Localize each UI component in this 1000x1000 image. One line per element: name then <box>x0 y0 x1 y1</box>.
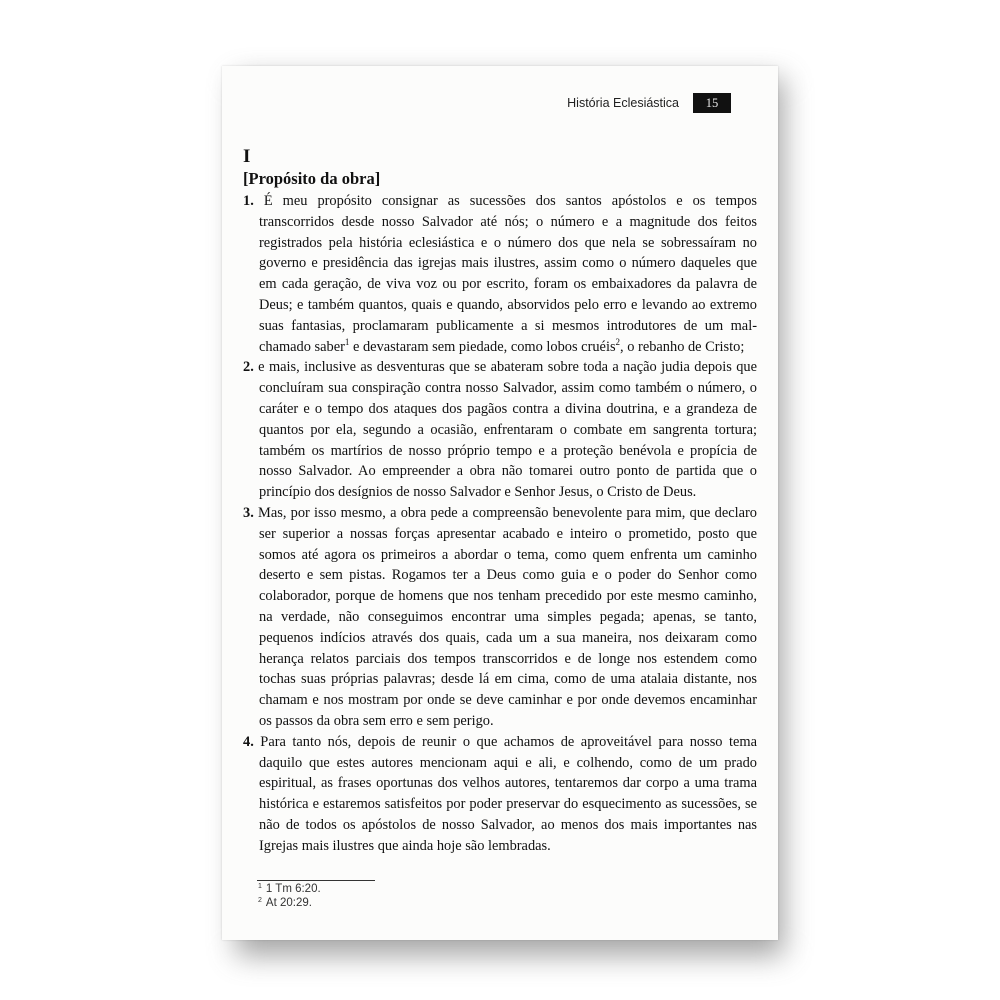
paragraph-number: 2. <box>243 359 254 376</box>
paragraph-text: e devastaram sem piedade, como lobos cruéis <box>349 338 616 355</box>
paragraph-1 <box>243 191 757 357</box>
paragraph-text: , o rebanho de Cristo; <box>620 338 745 355</box>
footnote-reference-1: 1 <box>344 336 350 347</box>
paragraph-2 <box>243 357 757 503</box>
running-head <box>567 93 731 113</box>
footnote-mark: 2 <box>258 897 262 904</box>
footnote-divider <box>257 880 375 881</box>
paragraph-3 <box>243 503 757 732</box>
page-number: 15 <box>693 93 731 113</box>
footnotes <box>258 882 321 910</box>
book-page <box>222 66 778 940</box>
paragraph-text: Para tanto nós, depois de reunir o que achamos de aproveitável para nosso tema daquilo que estes autores mencionam aqui e ali, e colhendo, como de um prado espiritual, as frases oportunas dos velhos autores, tentaremos dar corpo a uma trama histórica e estaremos satisfeitos por poder preservar do esquecimento as sucessões, se não de todos os apóstolos de nosso Salvador, ao menos dos mais importantes nas Igrejas mais ilustres que ainda hoje são lembradas. <box>253 733 757 854</box>
paragraph-4 <box>243 732 757 857</box>
footnote-1 <box>258 882 321 896</box>
paragraph-text: e mais, inclusive as desventuras que se abateram sobre toda a nação judia depois que concluíram sua conspiração contra nosso Salvador, assim como também o número, o caráter e o tempo dos ataques dos pagãos contra a divina doutrina, e a grandeza de quantos por ela, segundo a ocasião, enfrentaram o combate em sangrenta tortura; também os martírios de nosso próprio tempo e a proteção benévola e propícia de nosso Salvador. Ao empreender a obra não tomarei outro ponto de partida que o princípio dos desígnios de nosso Salvador e Senhor Jesus, o Cristo de Deus. <box>253 359 757 501</box>
footnote-2 <box>258 896 321 910</box>
paragraph-number: 3. <box>243 504 254 521</box>
footnote-text: At 20:29. <box>265 897 312 909</box>
paragraph-text: Mas, por isso mesmo, a obra pede a compreensão benevolente para mim, que declaro ser superior a nossas forças apresentar acabado e inteiro o prometido, posto que somos até agora os primeiros a abordar o tema, como quem enfrenta um caminho deserto e sem pistas. Rogamos ter a Deus como guia e o poder do Senhor como colaborador, porque de homens que nos tenham precedido por este mesmo caminho, na verdade, não conseguimos encontrar uma simples pegada; apenas, se tanto, pequenos indícios através dos quais, cada um a sua maneira, nos deixaram como herança relatos parciais dos tempos transcorridos e de longe nos estendem como tochas suas próprias palavras; desde lá em cima, como de uma atalaia distante, nos chamam e nos mostram por onde se deve caminhar e por onde devemos encaminhar os passos da obra sem erro e sem perigo. <box>253 504 757 729</box>
paragraph-number: 4. <box>243 733 254 750</box>
footnote-reference-2: 2 <box>615 336 621 347</box>
page-body <box>243 146 757 857</box>
paragraph-number: 1. <box>243 193 254 209</box>
running-title: História Eclesiástica <box>567 96 679 110</box>
chapter-numeral: I <box>243 146 251 167</box>
section-title: [Propósito da obra] <box>243 169 381 188</box>
footnote-mark: 1 <box>258 883 262 890</box>
paragraph-text: É meu propósito consignar as sucessões dos santos apóstolos e os tempos transcorridos desde nosso Salvador até nós; o número e a magnitude dos feitos registrados pela história eclesiástica e o número dos que nela se sobressaíram no governo e presidência das igrejas mais ilustres, assim como o número daqueles que em cada geração, de viva voz ou por escrito, foram os embaixadores da palavra de Deus; e também quantos, quais e quando, absorvidos pelo erro e levando ao extremo suas fantasias, proclamaram publicamente a si mesmos introdutores de um mal-chamado saber <box>253 193 757 355</box>
footnote-text: 1 Tm 6:20. <box>265 883 321 895</box>
